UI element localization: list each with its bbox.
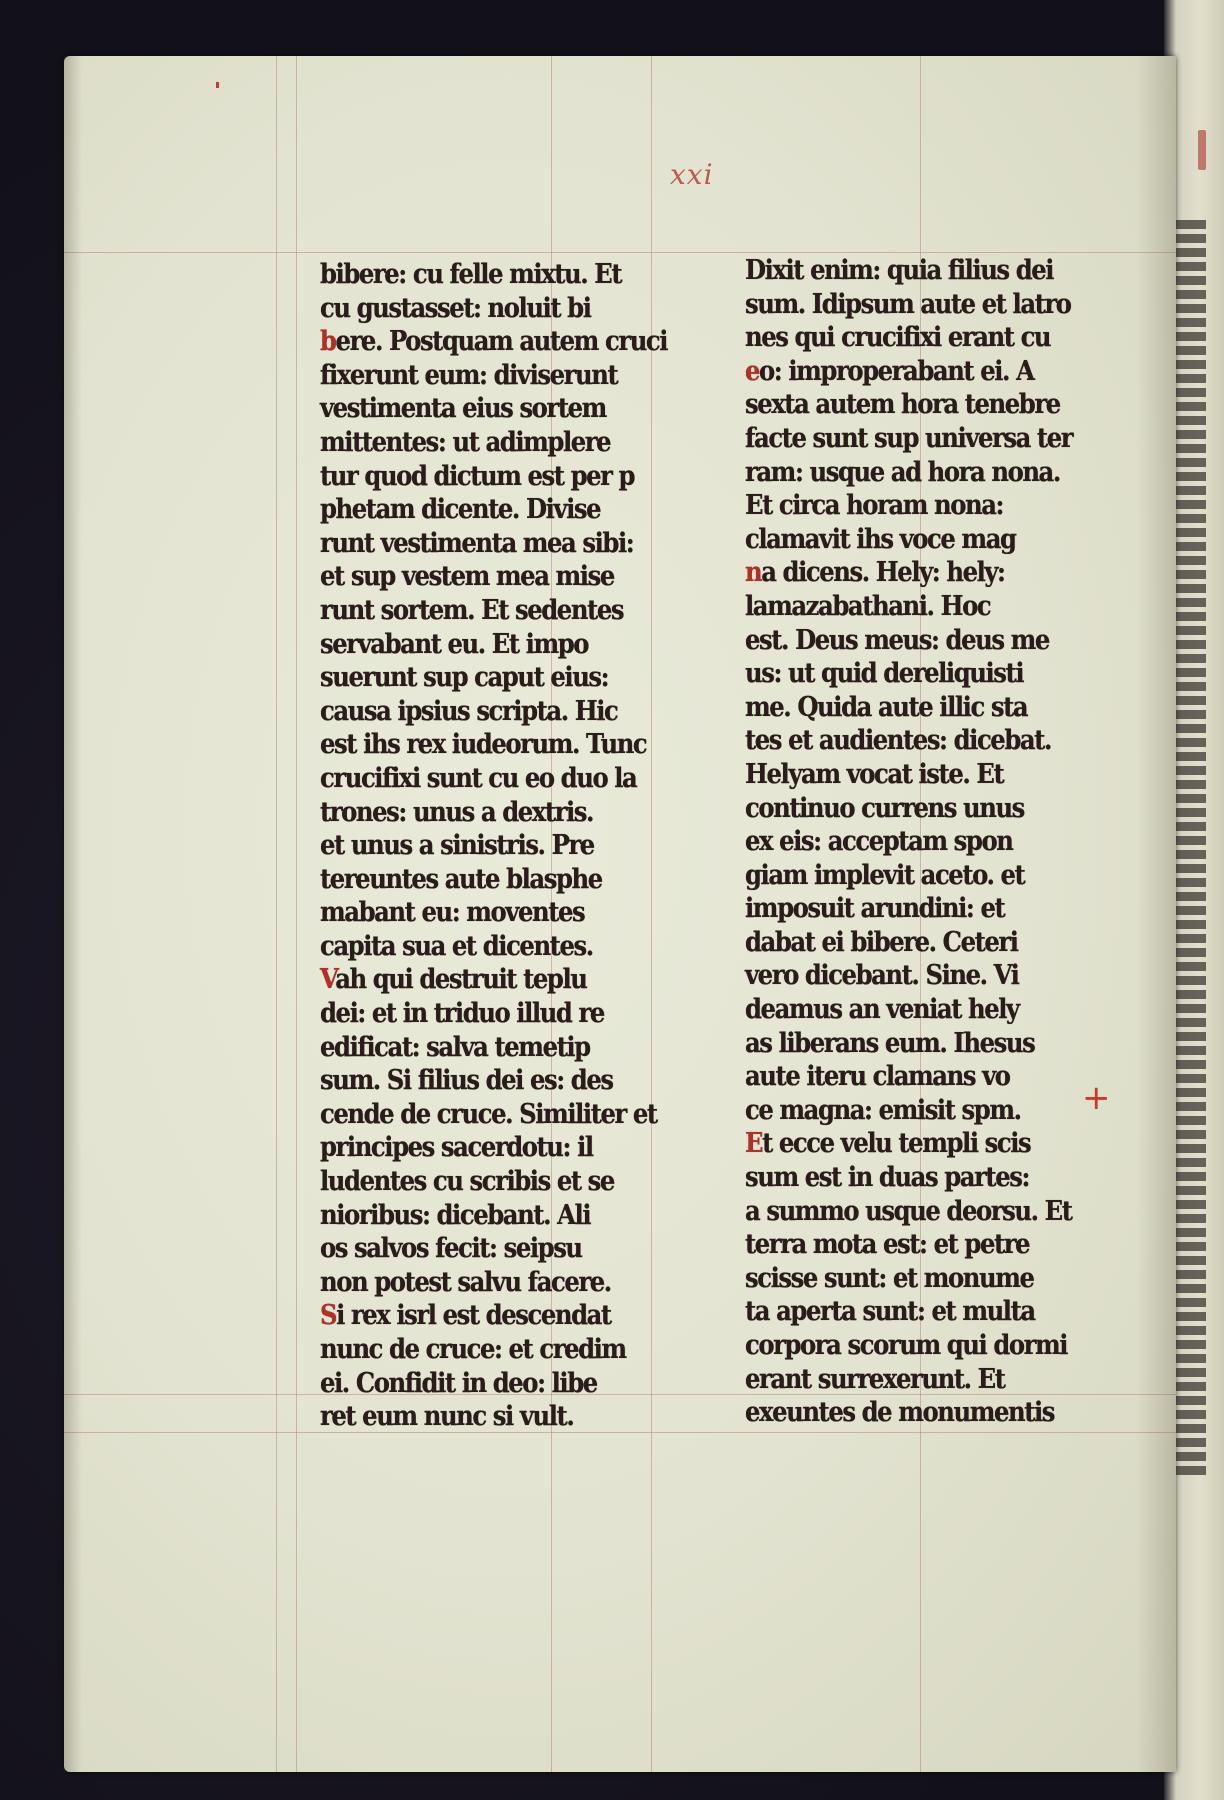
text-line: capita sua et dicentes. (320, 930, 593, 962)
text-line: ludentes cu scribis et se (320, 1166, 614, 1198)
text-line: sum. Idipsum aute et latro (745, 288, 1071, 320)
text-line: terra mota est: et petre (745, 1229, 1030, 1261)
text-line: corpora scorum qui dormi (745, 1330, 1068, 1361)
facing-page-rubric (1198, 130, 1206, 170)
text-line: bibere: cu felle mixtu. Et (320, 259, 622, 290)
text-line: cu gustasset: noluit bi (320, 292, 591, 324)
text-line: exeuntes de monumentis (745, 1397, 1055, 1429)
text-line: sexta autem hora tenebre (745, 389, 1060, 421)
ruling-line (276, 56, 277, 1772)
text-line: imposuit arundini: et (745, 893, 1005, 925)
text-line: cende de cruce. Similiter et (320, 1098, 657, 1130)
text-line: est ihs rex iudeorum. Tunc (320, 729, 647, 761)
text-line: principes sacerdotu: il (320, 1132, 593, 1164)
text-line: ei. Confidit in deo: libe (320, 1367, 597, 1399)
text-line: dei: et in triduo illud re (320, 998, 604, 1030)
text-line: aute iteru clamans vo (745, 1061, 1010, 1093)
text-line: et unus a sinistris. Pre (320, 830, 594, 862)
text-line: non potest salvu facere. (320, 1266, 611, 1298)
text-line: runt sortem. Et sedentes (320, 594, 624, 626)
text-line: suerunt sup caput eius: (320, 662, 609, 694)
text-line: lamazabathani. Hoc (745, 590, 991, 622)
text-line: vestimenta eius sortem (320, 393, 606, 425)
rubric-initial: E (745, 1128, 763, 1160)
text-line: et sup vestem mea mise (320, 561, 614, 593)
text-line: a summo usque deorsu. Et (745, 1195, 1072, 1227)
text-line: causa ipsius scripta. Hic (320, 695, 618, 727)
text-line: scisse sunt: et monume (745, 1262, 1034, 1294)
text-line: edificat: salva temetip (320, 1031, 590, 1063)
text-line: tes et audientes: dicebat. (745, 725, 1051, 757)
text-line: dabat ei bibere. Ceteri (745, 926, 1018, 958)
text-line: continuo currens unus (745, 792, 1024, 824)
text-line: fixerunt eum: diviserunt (320, 359, 618, 391)
text-line: deamus an veniat hely (745, 994, 1019, 1026)
text-line: Et ecce velu templi scis (745, 1128, 1031, 1160)
text-line: bere. Postquam autem cruci (320, 326, 668, 358)
text-line: vero dicebant. Sine. Vi (745, 960, 1019, 992)
text-line: facte sunt sup universa ter (745, 422, 1073, 454)
text-line: as liberans eum. Ihesus (745, 1027, 1035, 1059)
rubric-initial: S (320, 1300, 337, 1332)
rubric-initial: e (745, 355, 760, 387)
text-line: na dicens. Hely: hely: (745, 557, 1005, 589)
text-line: Dixit enim: quia filius dei (745, 255, 1054, 286)
text-line: trones: unus a dextris. (320, 796, 594, 828)
ruling-line (64, 252, 1176, 253)
text-line: nioribus: dicebant. Ali (320, 1199, 591, 1231)
ruling-line (651, 56, 652, 1772)
text-column-right (745, 254, 1075, 1430)
text-line: Helyam vocat iste. Et (745, 758, 1004, 790)
text-line: nunc de cruce: et credim (320, 1334, 626, 1365)
text-line: Si rex isrl est descendat (320, 1300, 611, 1332)
rubric-initial: b (320, 326, 336, 358)
text-line: erant surrexerunt. Et (745, 1363, 1005, 1395)
text-line: ta aperta sunt: et multa (745, 1296, 1035, 1328)
text-line: runt vestimenta mea sibi: (320, 527, 634, 559)
text-line: Et circa horam nona: (745, 490, 1004, 522)
text-line: me. Quida aute illic sta (745, 691, 1028, 723)
text-line: ex eis: acceptam spon (745, 826, 1013, 858)
text-line: giam implevit aceto. et (745, 859, 1025, 891)
text-line: phetam dicente. Divise (320, 494, 601, 526)
text-line: tur quod dictum est per p (320, 460, 635, 492)
text-line: mabant eu: moventes (320, 897, 585, 929)
text-line: nes qui crucifixi erant cu (745, 322, 1051, 354)
text-line: ret eum nunc si vult. (320, 1401, 574, 1433)
text-line: mittentes: ut adimplere (320, 426, 611, 458)
text-line: ce magna: emisit spm. (745, 1094, 1021, 1126)
text-line: sum. Si filius dei es: des (320, 1065, 613, 1097)
facing-page-text (1172, 220, 1206, 1480)
page-gutter-shadow (64, 56, 82, 1772)
text-line: Vah qui destruit teplu (320, 964, 587, 996)
text-line: os salvos fecit: seipsu (320, 1233, 582, 1265)
ruling-line (296, 56, 297, 1772)
text-line: us: ut quid dereliquisti (745, 658, 1024, 690)
marginal-cross-mark: + (1082, 1078, 1111, 1118)
text-line: tereuntes aute blasphe (320, 863, 602, 895)
text-line: eo: improperabant ei. A (745, 355, 1034, 387)
text-line: crucifixi sunt cu eo duo la (320, 762, 637, 794)
text-line: servabant eu. Et impo (320, 628, 589, 660)
text-column-left (320, 258, 668, 1434)
rubric-initial: n (745, 557, 762, 589)
rubric-initial: V (320, 964, 336, 996)
text-line: est. Deus meus: deus me (745, 624, 1049, 656)
pricking-mark (216, 82, 219, 88)
text-line: ram: usque ad hora nona. (745, 456, 1060, 488)
folio-number: xxi (670, 158, 714, 191)
text-line: clamavit ihs voce mag (745, 523, 1016, 555)
text-line: sum est in duas partes: (745, 1162, 1030, 1194)
